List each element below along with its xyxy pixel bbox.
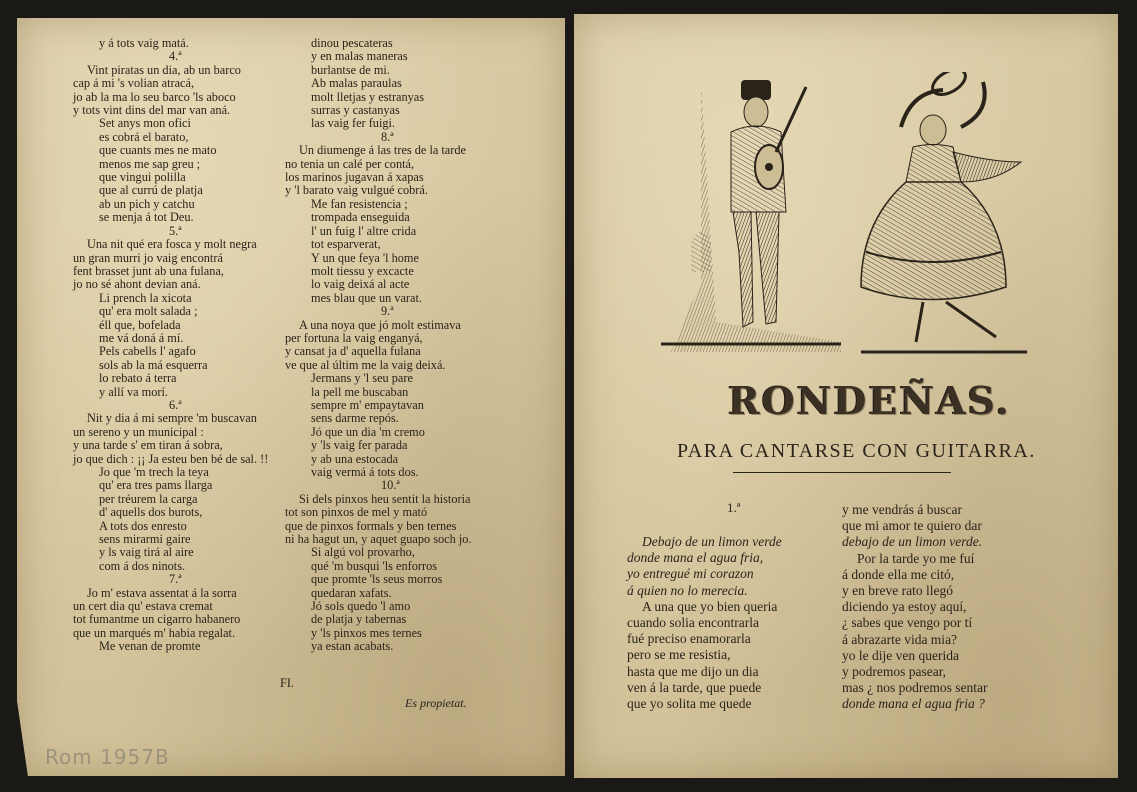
verse-line: ven á la tarde, que puede — [627, 679, 762, 695]
verse-line: y á tots vaig matá. — [99, 36, 189, 50]
verse-line: y en breve rato llegó — [842, 583, 953, 599]
verse-line: jo no sé ahont devian aná. — [73, 277, 201, 292]
verse-line: sens darme repós. — [311, 411, 399, 426]
verse-line: ve que al últim me la vaig deixá. — [285, 357, 446, 372]
right-verse-column-1 — [627, 534, 782, 712]
verse-line: que cuants mes ne mato — [99, 143, 217, 158]
verse-line: Por la tarde yo me fuí — [857, 550, 975, 566]
verse-line: Jo que 'm trech la teya — [99, 465, 209, 479]
stanza-number: 1.ª — [727, 500, 741, 515]
verse-line: Me fan resistencia ; — [311, 196, 408, 211]
verse-line: Una nit qué era fosca y molt negra — [87, 237, 257, 252]
verse-line: qu' era tres pams llarga — [99, 478, 213, 493]
verse-line: A una que yo bien queria — [642, 598, 778, 614]
verse-line: dinou pescateras — [311, 36, 393, 50]
verse-line: donde mana el agua fria ? — [842, 696, 985, 712]
verse-line: las vaig fer fuigi. — [311, 116, 396, 131]
verse-line: cuando solia encontrarla — [627, 615, 759, 631]
verse-line: un sereno y un municipal : — [73, 424, 204, 439]
verse-line: Si algú vol provarho, — [311, 545, 415, 560]
verse-line: 4.ª — [169, 49, 182, 64]
verse-line: mes blau que un varat. — [311, 290, 422, 305]
verse-line: hasta que me dijo un dia — [627, 663, 759, 679]
verse-line: vaig vermá á tots dos. — [311, 465, 419, 479]
middle-verse-column — [285, 37, 525, 654]
verse-line: fué preciso enamorarla — [627, 631, 751, 647]
verse-line: que yo solita me quede — [627, 696, 752, 712]
verse-line: Set anys mon ofici — [99, 116, 191, 131]
verse-line: d' aquells dos burots, — [99, 505, 203, 520]
verse-line: Debajo de un limon verde — [642, 534, 782, 549]
fi-mark: FI. — [280, 676, 295, 690]
verse-line: y en malas maneras — [311, 49, 408, 64]
verse-line: Pels cabells l' agafo — [99, 344, 196, 359]
verse-line: Jo m' estava assentat á la sorra — [87, 585, 237, 600]
verse-line: y tots vint dins del mar van aná. — [73, 103, 231, 118]
verse-line: tot esparverat, — [311, 237, 381, 252]
verse-line: á abrazarte vida mia? — [842, 631, 958, 647]
verse-line: molt lletjas y estranyas — [311, 89, 425, 104]
verse-line: 5.ª — [169, 223, 182, 238]
verse-line: debajo de un limon verde. — [842, 534, 983, 550]
verse-line: y allí va morí. — [99, 384, 168, 399]
verse-line: Li prench la xicota — [99, 290, 192, 305]
verse-line: y 'ls pinxos mes ternes — [311, 625, 422, 640]
verse-line: no tenia un calé per contá, — [285, 156, 415, 171]
verse-line: diciendo ya estoy aquí, — [842, 599, 967, 615]
verse-line: 9.ª — [381, 304, 394, 319]
verse-line: Jermans y 'l seu pare — [311, 371, 413, 386]
verse-line: mas ¿ nos podremos sentar — [842, 680, 988, 696]
verse-line: 10.ª — [381, 478, 400, 493]
verse-line: com á dos ninots. — [99, 558, 186, 573]
verse-line: la pell me buscaban — [311, 384, 409, 399]
verse-line: me vá doná á mí. — [99, 330, 184, 345]
verse-line: que al currú de platja — [99, 183, 203, 198]
verse-line: y ls vaig tirá al aire — [99, 545, 194, 560]
ballad-subtitle: PARA CANTARSE CON GUITARRA. — [677, 440, 1036, 462]
verse-line: Me venan de promte — [99, 639, 201, 654]
verse-line: es cobrá el barato, — [99, 129, 189, 144]
verse-line: yo le dije ven querida — [842, 647, 959, 663]
pencil-catalog-mark: Rom 1957B — [45, 745, 170, 769]
verse-line: Jó sols quedo 'l amo — [311, 599, 411, 614]
verse-line: lo vaig deixá al acte — [311, 277, 410, 292]
verse-line: un cert dia qu' estava cremat — [73, 599, 213, 614]
verse-line: molt tiessu y excacte — [311, 263, 414, 278]
verse-line: tot son pinxos de mel y mató — [285, 505, 428, 520]
verse-line: se menja á tot Deu. — [99, 210, 194, 225]
verse-line: tot fumantme un cigarro habanero — [73, 612, 241, 627]
verse-line: ni ha hagut un, y aquet guapo soch jo. — [285, 532, 472, 547]
dancer-figure — [861, 72, 1027, 352]
right-verse-column-2 — [842, 502, 987, 713]
verse-line: sols ab la má esquerra — [99, 357, 208, 372]
verse-line: y 'l barato vaig vulgué cobrá. — [285, 183, 428, 198]
verse-line: jo que dich : ¡¡ Ja esteu ben bé de sal. !! — [73, 451, 269, 466]
verse-line: Un diumenge á las tres de la tarde — [299, 143, 466, 158]
verse-line: sempre m' empaytavan — [311, 397, 424, 412]
verse-line: que de pinxos formals y ben ternes — [285, 518, 457, 533]
woodcut-illustration — [661, 72, 1027, 354]
verse-line: y me vendrás á buscar — [842, 502, 962, 517]
verse-line: y una tarde s' em tiran á sobra, — [73, 438, 223, 453]
verse-line: Jó que un dia 'm cremo — [311, 424, 425, 439]
verse-line: lo rebato á terra — [99, 371, 177, 386]
verse-line: quedaran xafats. — [311, 585, 392, 600]
verse-line: Y un que feya 'l home — [311, 250, 419, 265]
verse-line: Nit y dia á mi sempre 'm buscavan — [87, 411, 257, 426]
guitarist-figure — [661, 80, 841, 352]
verse-line: que promte 'ls seus morros — [311, 572, 443, 587]
verse-line: Ab malas paraulas — [311, 76, 402, 91]
verse-line: pero se me resistia, — [627, 647, 731, 663]
verse-line: los marinos jugavan á xapas — [285, 170, 424, 185]
verse-line: qu' era molt salada ; — [99, 304, 198, 319]
verse-line: 7.ª — [169, 572, 182, 587]
verse-line: qué 'm busqui 'ls enforros — [311, 558, 438, 573]
verse-line: per fortuna la vaig enganyá, — [285, 330, 423, 345]
verse-line: 8.ª — [381, 129, 394, 144]
verse-line: A tots dos enresto — [99, 518, 187, 533]
verse-line: donde mana el agua fria, — [627, 550, 764, 566]
verse-line: y 'ls vaig fer parada — [311, 438, 408, 453]
verse-line: Vint piratas un dia, ab un barco — [87, 62, 241, 77]
verse-line: trompada enseguida — [311, 210, 410, 225]
left-verse-column — [73, 37, 313, 654]
verse-line: surras y castanyas — [311, 103, 400, 118]
verse-line: jo ab la ma lo seu barco 'ls aboco — [73, 89, 236, 104]
verse-line: y podremos pasear, — [842, 664, 947, 680]
verse-line: menos me sap greu ; — [99, 156, 201, 171]
verse-line: á donde ella me citó, — [842, 566, 955, 582]
verse-line: y cansat ja d' aquella fulana — [285, 344, 421, 359]
verse-line: que mi amor te quiero dar — [842, 518, 982, 534]
verse-line: fent brasset junt ab una fulana, — [73, 263, 224, 278]
verse-line: ab un pich y catchu — [99, 196, 195, 211]
verse-line: l' un fuig l' altre crida — [311, 223, 417, 238]
verse-line: yo entregué mi corazon — [627, 566, 754, 582]
title-divider — [733, 472, 951, 473]
verse-line: per tréurem la carga — [99, 491, 198, 506]
verse-line: ya estan acabats. — [311, 639, 394, 654]
verse-line: un gran murri jo vaig encontrá — [73, 250, 223, 265]
verse-line: que un marqués m' habia regalat. — [73, 625, 236, 640]
ballad-title: RONDEÑAS. — [728, 378, 1011, 423]
verse-line: 6.ª — [169, 397, 182, 412]
verse-line: sens mirarmi gaire — [99, 532, 191, 547]
verse-line: y ab una estocada — [311, 451, 399, 466]
verse-line: de platja y tabernas — [311, 612, 407, 627]
verse-line: Si dels pinxos heu sentit la historia — [299, 491, 471, 506]
verse-line: ¿ sabes que vengo por tí — [842, 615, 973, 631]
propietat-note: Es propietat. — [405, 696, 467, 710]
verse-line: á quien no lo merecia. — [627, 582, 748, 598]
verse-line: cap á mi 's volian atracá, — [73, 76, 195, 91]
verse-line: A una noya que jó molt estimava — [299, 317, 461, 332]
verse-line: éll que, bofelada — [99, 317, 181, 332]
verse-line: burlantse de mi. — [311, 62, 390, 77]
verse-line: que vingui polilla — [99, 170, 186, 185]
